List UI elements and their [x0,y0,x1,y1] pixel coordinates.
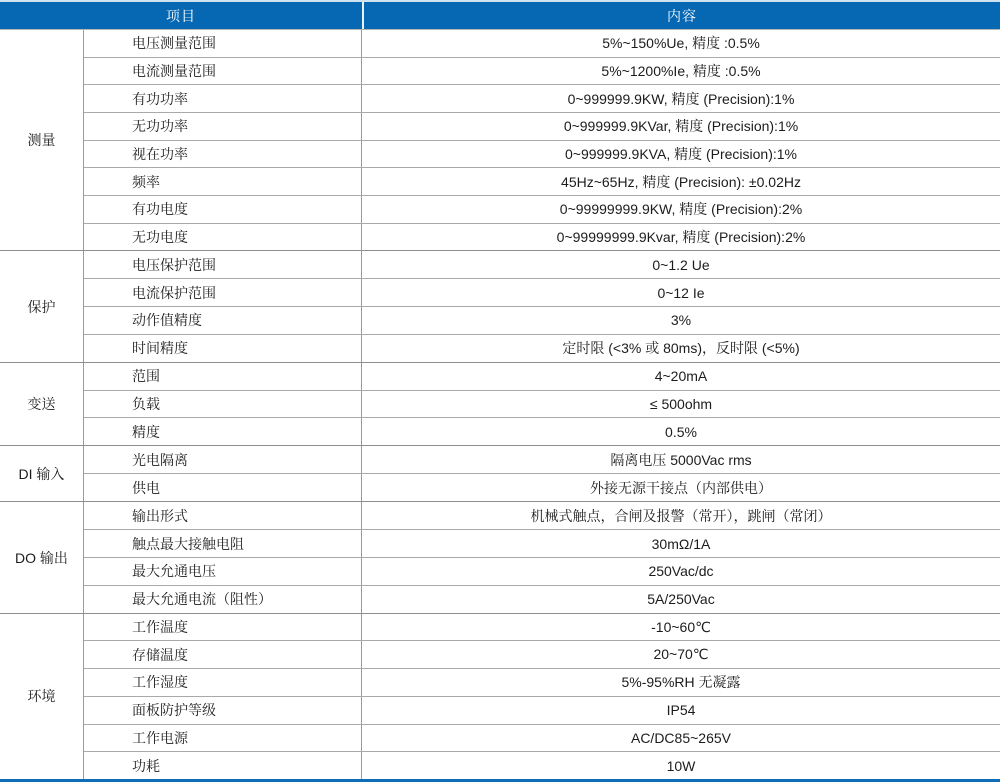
item-cell: 无功功率 [84,113,362,140]
item-cell: 范围 [84,363,362,390]
table-row [84,363,1000,390]
table-header-row [0,0,1000,29]
table-row [84,390,1000,418]
table-row [84,251,1000,278]
value-cell: 3% [670,312,692,329]
spec-group [0,30,1000,251]
table-row [84,167,1000,195]
value-cell: 30mΩ/1A [651,535,711,552]
group-rows [84,363,1000,446]
item-cell: 光电隔离 [84,446,362,473]
item-cell: 无功电度 [84,224,362,251]
value-cell: AC/DC85~265V [630,729,731,746]
item-cell: 动作值精度 [84,307,362,334]
table-row [84,57,1000,85]
item-cell: 最大允通电压 [84,558,362,585]
spec-group [0,363,1000,447]
table-row [84,557,1000,585]
table-row [84,640,1000,668]
table-row [84,417,1000,445]
item-cell: 最大允通电流（阻性） [84,586,362,613]
value-cell: 5%~1200%Ie, 精度 :0.5% [601,63,761,80]
table-row [84,306,1000,334]
value-cell: 0~999999.9KW, 精度 (Precision):1% [567,90,795,107]
table-row [84,84,1000,112]
item-cell: 触点最大接触电阻 [84,530,362,557]
item-cell: 有功功率 [84,85,362,112]
value-cell: 5%-95%RH 无凝露 [621,674,741,691]
table-row [84,585,1000,613]
group-label: DO 输出 [0,502,84,612]
group-rows [84,614,1000,779]
group-rows [84,502,1000,612]
table-row [84,223,1000,251]
table-row [84,696,1000,724]
value-cell: 0~12 Ie [657,284,705,301]
item-cell: 有功电度 [84,196,362,223]
value-cell: 0.5% [665,423,697,440]
value-cell: 0~99999999.9Kvar, 精度 (Precision):2% [556,229,806,246]
item-cell: 视在功率 [84,141,362,168]
table-row [84,473,1000,501]
table-row [84,195,1000,223]
item-cell: 工作温度 [84,614,362,641]
item-cell: 工作湿度 [84,669,362,696]
item-cell: 工作电源 [84,725,362,752]
header-cell-content: 内容 [667,7,697,24]
group-label: 变送 [0,363,84,446]
value-cell: 5%~150%Ue, 精度 :0.5% [602,35,760,52]
item-cell: 电流保护范围 [84,279,362,306]
header-cell-item: 项目 [166,7,196,24]
item-cell: 电压保护范围 [84,251,362,278]
spec-group [0,502,1000,613]
table-row [84,140,1000,168]
value-cell: 0~99999999.9KW, 精度 (Precision):2% [559,201,803,218]
table-row [84,529,1000,557]
value-cell: 20~70℃ [653,646,709,663]
group-label: DI 输入 [0,446,84,501]
item-cell: 电流测量范围 [84,58,362,85]
value-cell: 45Hz~65Hz, 精度 (Precision): ±0.02Hz [561,173,801,190]
value-cell: 0~999999.9KVar, 精度 (Precision):1% [563,118,799,135]
value-cell: 定时限 (<3% 或 80ms)，反时限 (<5%) [562,340,800,357]
group-rows [84,446,1000,501]
item-cell: 输出形式 [84,502,362,529]
group-label: 测量 [0,30,84,250]
value-cell: IP54 [666,702,696,719]
table-row [84,278,1000,306]
item-cell: 负载 [84,391,362,418]
group-label: 保护 [0,251,84,361]
group-rows [84,251,1000,361]
table-row [84,614,1000,641]
spec-group [0,614,1000,779]
item-cell: 精度 [84,418,362,445]
table-row [84,751,1000,779]
item-cell: 供电 [84,474,362,501]
value-cell: -10~60℃ [651,618,711,635]
value-cell: ≤ 500ohm [649,395,713,412]
group-rows [84,30,1000,250]
item-cell: 频率 [84,168,362,195]
table-row [84,334,1000,362]
table-row [84,724,1000,752]
value-cell: 10W [666,757,696,774]
value-cell: 机械式触点，合闸及报警（常开），跳闸（常闭） [530,507,832,524]
value-cell: 0~1.2 Ue [652,256,710,273]
value-cell: 0~999999.9KVA, 精度 (Precision):1% [564,146,798,163]
table-row [84,446,1000,473]
table-row [84,502,1000,529]
value-cell: 外接无源干接点（内部供电） [590,479,772,496]
value-cell: 4~20mA [654,368,708,385]
group-label: 环境 [0,614,84,779]
item-cell: 面板防护等级 [84,697,362,724]
value-cell: 5A/250Vac [647,591,715,608]
value-cell: 隔离电压 5000Vac rms [610,451,752,468]
item-cell: 功耗 [84,752,362,779]
item-cell: 时间精度 [84,335,362,362]
spec-group [0,251,1000,362]
table-row [84,668,1000,696]
value-cell: 250Vac/dc [648,563,714,580]
item-cell: 存储温度 [84,641,362,668]
table-row [84,112,1000,140]
spec-group [0,446,1000,502]
item-cell: 电压测量范围 [84,30,362,57]
table-body [0,29,1000,779]
table-row [84,30,1000,57]
